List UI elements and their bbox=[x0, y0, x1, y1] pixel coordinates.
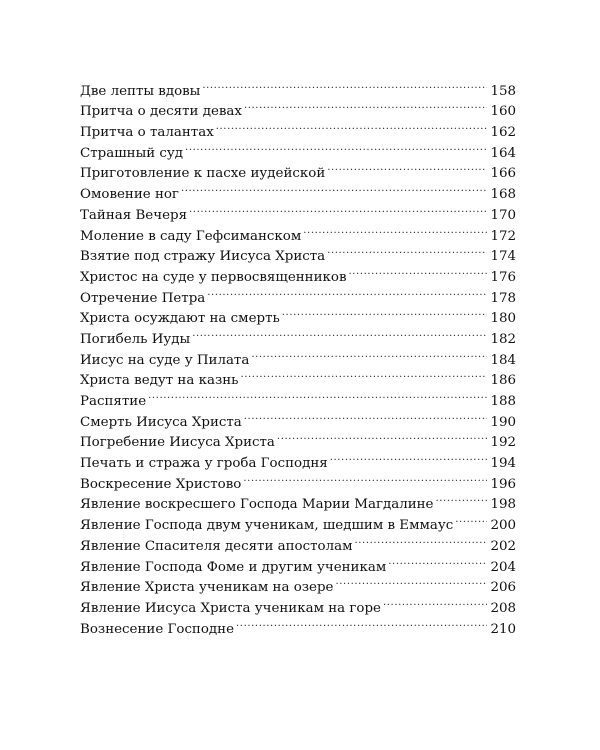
toc-entry-page: 158 bbox=[490, 83, 516, 99]
toc-entry-title: Христа осуждают на смерть bbox=[80, 311, 280, 327]
toc-entry-page: 188 bbox=[490, 394, 516, 409]
dot-leader bbox=[277, 426, 488, 447]
dot-leader bbox=[355, 529, 488, 550]
toc-entry-page: 202 bbox=[490, 538, 516, 554]
toc-entry-page: 176 bbox=[490, 269, 516, 285]
dot-leader bbox=[244, 95, 487, 116]
toc-entry-title: Омовение ног bbox=[80, 187, 179, 203]
dot-leader bbox=[349, 260, 488, 281]
toc-entry-page: 172 bbox=[490, 228, 516, 244]
toc-entry[interactable] bbox=[80, 74, 516, 99]
toc-entry-title: Вознесение Господне bbox=[80, 621, 235, 637]
toc-entry-page: 198 bbox=[490, 497, 516, 513]
dot-leader bbox=[148, 384, 487, 405]
toc-entry-title: Явление воскресшего Господа Марии Магдалине bbox=[80, 497, 434, 513]
toc-entry-page: 192 bbox=[490, 435, 516, 451]
toc-entry-page: 170 bbox=[490, 207, 516, 223]
toc-entry-page: 184 bbox=[490, 352, 516, 368]
toc-entry-title: Две лепты вдовы bbox=[80, 83, 201, 99]
dot-leader bbox=[244, 405, 488, 426]
dot-leader bbox=[282, 302, 488, 323]
toc-entry-title: Погребение Иисуса Христа bbox=[80, 435, 275, 451]
toc-entry-title: Явление Спасителя десяти апостолам bbox=[80, 538, 353, 554]
toc-entry-page: 164 bbox=[490, 145, 516, 161]
toc-entry-page: 182 bbox=[490, 331, 516, 347]
dot-leader bbox=[388, 550, 487, 571]
toc-entry-page: 208 bbox=[490, 600, 516, 616]
toc-entry-title: Иисус на суде у Пилата bbox=[80, 352, 250, 368]
toc-entry-page: 180 bbox=[490, 311, 516, 327]
toc-entry-title: Погибель Иуды bbox=[80, 331, 191, 347]
toc-entry-title: Христа ведут на казнь bbox=[80, 373, 239, 389]
toc-entry-page: 196 bbox=[490, 476, 516, 492]
toc-entry-page: 160 bbox=[490, 104, 516, 120]
toc-entry-title: Печать и стража у гроба Господня bbox=[80, 456, 328, 472]
dot-leader bbox=[435, 488, 487, 509]
toc-entry-title: Явление Иисуса Христа ученикам на горе bbox=[80, 600, 381, 616]
dot-leader bbox=[455, 508, 487, 529]
dot-leader bbox=[189, 198, 487, 219]
toc-entry-page: 206 bbox=[490, 580, 516, 596]
dot-leader bbox=[251, 343, 487, 364]
toc-entry-title: Тайная Вечеря bbox=[80, 207, 188, 223]
dot-leader bbox=[236, 612, 487, 633]
toc-entry-title: Явление Господа двум ученикам, шедшим в Еммаус bbox=[80, 518, 454, 534]
toc-entry-title: Отречение Петра bbox=[80, 290, 206, 306]
toc-entry-title: Притча о талантах bbox=[80, 125, 214, 141]
dot-leader bbox=[181, 177, 487, 198]
toc-entry-page: 174 bbox=[490, 249, 516, 265]
dot-leader bbox=[240, 364, 487, 385]
dot-leader bbox=[335, 571, 487, 592]
table-of-contents bbox=[80, 74, 516, 637]
dot-leader bbox=[207, 281, 487, 302]
toc-entry-page: 168 bbox=[490, 187, 516, 203]
toc-entry-title: Явление Господа Фоме и другим ученикам bbox=[80, 559, 387, 575]
toc-entry-title: Моление в саду Гефсиманском bbox=[80, 228, 302, 244]
toc-entry-page: 200 bbox=[490, 518, 516, 534]
toc-entry-page: 210 bbox=[490, 621, 516, 637]
dot-leader bbox=[216, 115, 488, 136]
toc-entry-page: 186 bbox=[490, 373, 516, 389]
dot-leader bbox=[303, 219, 487, 240]
toc-entry-title: Распятие bbox=[80, 394, 147, 409]
toc-entry-title: Смерть Иисуса Христа bbox=[80, 414, 242, 430]
toc-entry-title: Притча о десяти девах bbox=[80, 104, 242, 120]
dot-leader bbox=[192, 322, 487, 343]
toc-entry-page: 190 bbox=[490, 414, 516, 430]
toc-entry-page: 194 bbox=[490, 456, 516, 472]
dot-leader bbox=[383, 591, 487, 612]
dot-leader bbox=[202, 74, 487, 95]
toc-entry-title: Взятие под стражу Иисуса Христа bbox=[80, 249, 326, 265]
dot-leader bbox=[327, 240, 487, 261]
dot-leader bbox=[185, 136, 487, 157]
dot-leader bbox=[327, 157, 487, 178]
toc-entry-title: Воскресение Христово bbox=[80, 476, 242, 492]
toc-entry-page: 204 bbox=[490, 559, 516, 575]
toc-entry-page: 178 bbox=[490, 290, 516, 306]
toc-entry-page: 166 bbox=[490, 166, 516, 182]
toc-entry-page: 162 bbox=[490, 125, 516, 141]
toc-entry-title: Приготовление к пасхе иудейской bbox=[80, 166, 326, 182]
toc-entry-title: Явление Христа ученикам на озере bbox=[80, 580, 334, 596]
dot-leader bbox=[330, 446, 488, 467]
dot-leader bbox=[243, 467, 487, 488]
toc-entry-title: Христос на суде у первосвященников bbox=[80, 269, 347, 285]
toc-entry-title: Страшный суд bbox=[80, 145, 184, 161]
